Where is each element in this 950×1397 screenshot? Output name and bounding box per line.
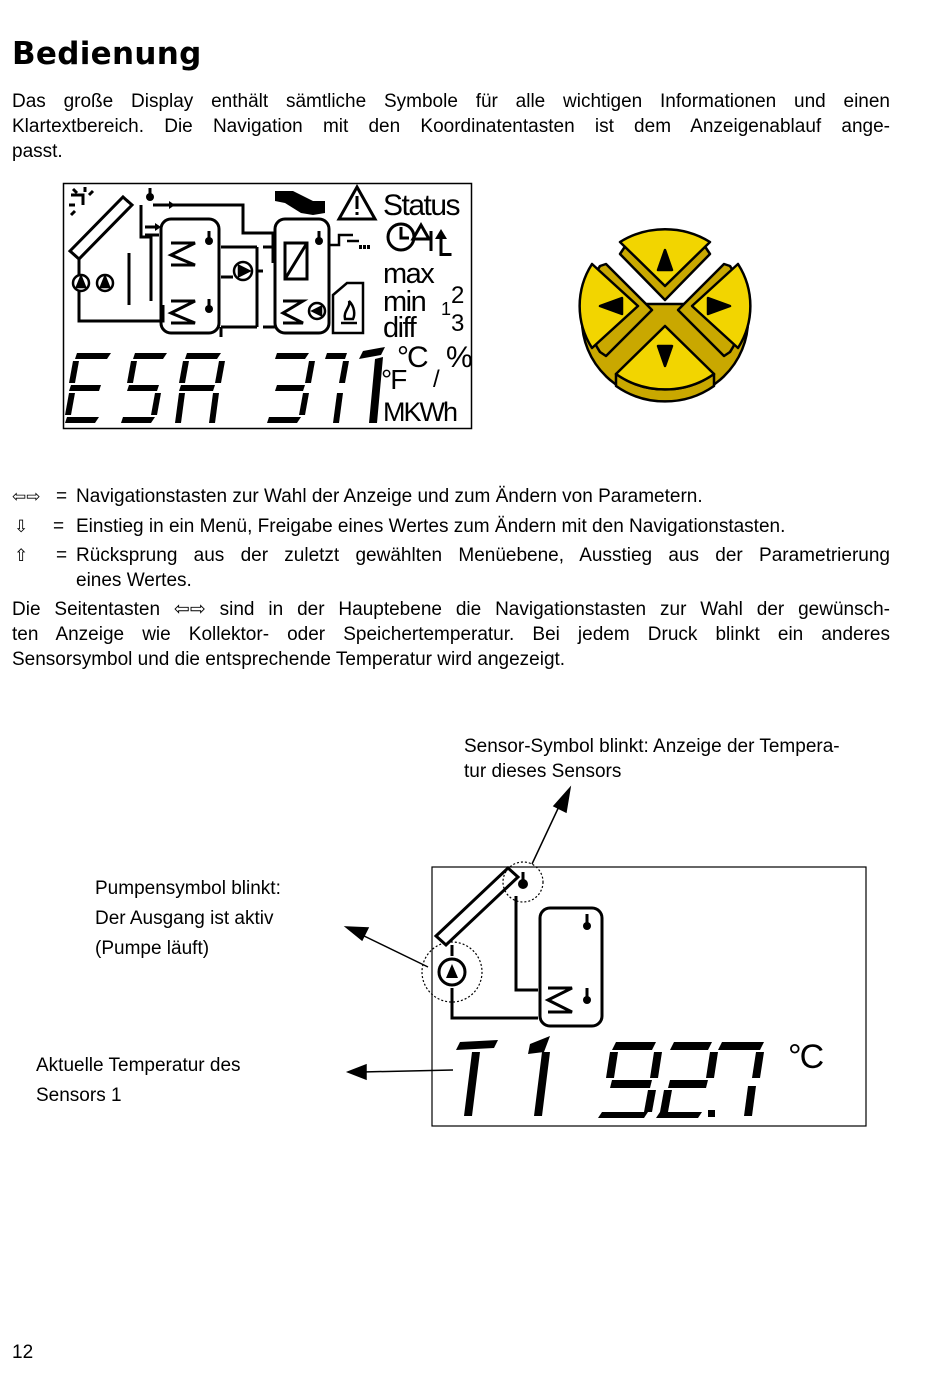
- seven-segment-text: [456, 1036, 764, 1118]
- digit-2: 2: [451, 282, 465, 309]
- status-label: Status: [383, 189, 460, 222]
- kwh-label: MKWh: [383, 397, 456, 427]
- temp-callout-line-2: Sensors 1: [36, 1085, 122, 1106]
- left-right-arrows-icon: ⇦⇨: [12, 487, 41, 506]
- min-label: min: [383, 286, 426, 318]
- storage-tank-icon: [540, 908, 602, 1026]
- max-label: max: [383, 258, 434, 290]
- pump-callout-line-3: (Pumpe läuft): [95, 938, 210, 959]
- celsius-label: °C: [788, 1038, 823, 1076]
- pump-icon: [439, 959, 465, 985]
- celsius-label: °C: [397, 341, 427, 374]
- pump-icon: [234, 262, 252, 280]
- up-arrow-icon: ⇧: [14, 546, 29, 565]
- diff-label: diff: [383, 312, 416, 344]
- tank-sensor-icon: [583, 914, 591, 1004]
- intro-line-3: passt.: [12, 141, 63, 162]
- navigation-keypad[interactable]: [576, 224, 754, 400]
- sensor-callout-line-2: tur dieses Sensors: [464, 761, 622, 782]
- intro-line-1: Das große Display enthält sämtliche Symbole für alle wichtigen Informationen und einen: [12, 91, 890, 112]
- slash-label: /: [433, 366, 440, 393]
- body-line-3: Sensorsymbol und die entsprechende Temperatur wird angezeigt.: [12, 649, 566, 670]
- page-title: Bedienung: [12, 36, 202, 72]
- pump-callout-line-2: Der Ausgang ist aktiv: [95, 908, 274, 929]
- digit-3: 3: [451, 310, 465, 337]
- fahrenheit-label: °F: [381, 364, 406, 395]
- pump-callout-line-1: Pumpensymbol blinkt:: [95, 878, 281, 899]
- lcd-display-overview: [63, 183, 473, 430]
- digit-1: 1: [441, 299, 452, 319]
- intro-line-2: Klartextbereich. Die Navigation mit den Koordinatentasten ist dem Anzeigenablauf ange-: [12, 116, 890, 137]
- collector-icon: [436, 868, 518, 945]
- sensor-callout-line-1: Sensor-Symbol blinkt: Anzeige der Tempera-: [464, 736, 840, 757]
- up-button[interactable]: [620, 229, 710, 300]
- temp-callout-line-1: Aktuelle Temperatur des: [36, 1055, 241, 1076]
- collector-sensor-icon: [518, 872, 528, 889]
- lcd-display-detail: [0, 780, 950, 1140]
- body-line-1: Die Seitentasten ⇦⇨ sind in der Hauptebene die Navigationstasten zur Wahl der gewünsch-: [12, 599, 890, 620]
- page-number: 12: [12, 1342, 34, 1363]
- percent-label: %: [446, 341, 473, 374]
- down-arrow-icon: ⇩: [14, 517, 29, 536]
- body-line-2: ten Anzeige wie Kollektor- oder Speichertemperatur. Bei jedem Druck blinkt ein anderes: [12, 624, 890, 645]
- pump-icon: [309, 303, 325, 319]
- shower-icon: [359, 245, 370, 249]
